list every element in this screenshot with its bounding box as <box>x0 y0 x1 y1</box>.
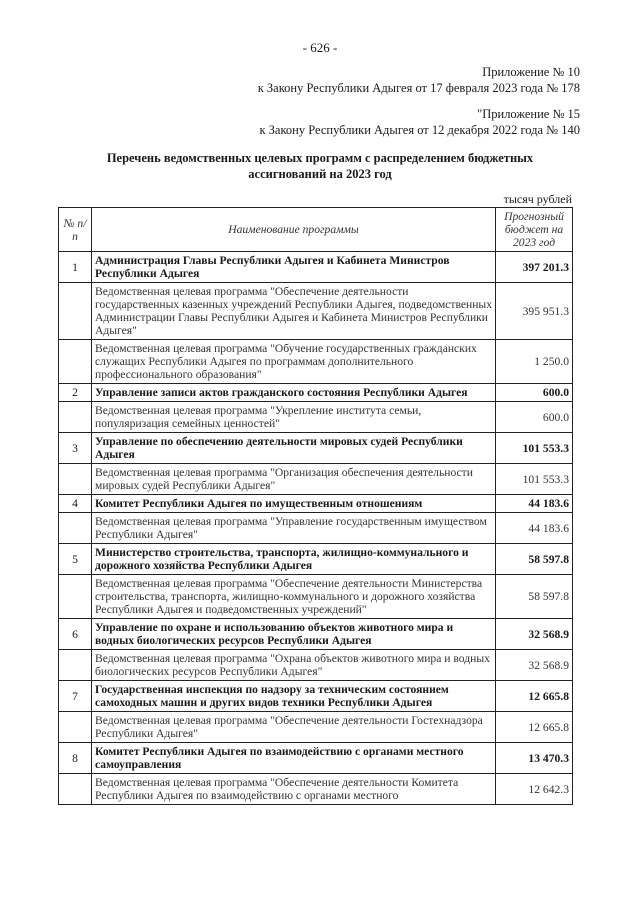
table-row-department <box>59 495 573 513</box>
cell-program-name: Министерство строительства, транспорта, жилищно-коммунального и дорожного хозяйства Республики Адыгея <box>92 544 496 575</box>
table-row-program <box>59 712 573 743</box>
table-row-department <box>59 433 573 464</box>
cell-number: 7 <box>59 681 92 712</box>
cell-program-name: Ведомственная целевая программа "Обеспечение деятельности Министерства строительства, транспорта, жилищно-коммунального и дорожного хозяйства Республики Адыгея и подведомственных учреждений" <box>92 575 496 619</box>
cell-number <box>59 340 92 384</box>
cell-number <box>59 650 92 681</box>
cell-budget-amount: 44 183.6 <box>496 513 573 544</box>
document-title-line-2: ассигнований на 2023 год <box>248 167 392 181</box>
cell-number: 2 <box>59 384 92 402</box>
cell-program-name: Комитет Республики Адыгея по имущественным отношениям <box>92 495 496 513</box>
cell-program-name: Управление записи актов гражданского состояния Республики Адыгея <box>92 384 496 402</box>
document-title <box>0 150 640 182</box>
cell-budget-amount: 101 553.3 <box>496 433 573 464</box>
header-budget: Прогнозный бюджет на 2023 год <box>496 208 573 252</box>
table-row-department <box>59 544 573 575</box>
cell-program-name: Управление по обеспечению деятельности мировых судей Республики Адыгея <box>92 433 496 464</box>
appendix-current <box>258 64 580 96</box>
cell-budget-amount: 12 665.8 <box>496 681 573 712</box>
table-row-department <box>59 619 573 650</box>
document-title-line-1: Перечень ведомственных целевых программ с распределением бюджетных <box>106 151 534 165</box>
cell-number: 3 <box>59 433 92 464</box>
cell-program-name: Ведомственная целевая программа "Укрепление института семьи, популяризация семейных ценностей" <box>92 402 496 433</box>
table-row-program <box>59 340 573 384</box>
cell-number <box>59 464 92 495</box>
table-row-program <box>59 283 573 340</box>
table-row-department <box>59 384 573 402</box>
cell-budget-amount: 1 250.0 <box>496 340 573 384</box>
table-row-program <box>59 402 573 433</box>
cell-number <box>59 774 92 805</box>
table-row-department <box>59 681 573 712</box>
table-header-row <box>59 208 573 252</box>
cell-program-name: Ведомственная целевая программа "Обеспечение деятельности Комитета Республики Адыгея по взаимодействию с органами местного <box>92 774 496 805</box>
budget-table <box>58 207 573 805</box>
appendix-current-title: Приложение № 10 <box>482 65 580 79</box>
cell-number <box>59 513 92 544</box>
cell-number <box>59 712 92 743</box>
appendix-previous-title: "Приложение № 15 <box>477 107 580 121</box>
appendix-previous-law: к Закону Республики Адыгея от 12 декабря 2022 года № 140 <box>259 123 580 137</box>
cell-budget-amount: 13 470.3 <box>496 743 573 774</box>
cell-budget-amount: 44 183.6 <box>496 495 573 513</box>
cell-program-name: Комитет Республики Адыгея по взаимодействию с органами местного самоуправления <box>92 743 496 774</box>
cell-budget-amount: 12 642.3 <box>496 774 573 805</box>
header-program-name: Наименование программы <box>92 208 496 252</box>
cell-program-name: Государственная инспекция по надзору за техническим состоянием самоходных машин и других видов техники Республики Адыгея <box>92 681 496 712</box>
cell-number: 1 <box>59 252 92 283</box>
table-row-department <box>59 743 573 774</box>
cell-program-name: Ведомственная целевая программа "Обеспечение деятельности Гостехнадзора Республики Адыгея" <box>92 712 496 743</box>
cell-program-name: Ведомственная целевая программа "Управление государственным имуществом Республики Адыгея" <box>92 513 496 544</box>
cell-program-name: Ведомственная целевая программа "Охрана объектов животного мира и водных биологических ресурсов Республики Адыгея" <box>92 650 496 681</box>
cell-number: 8 <box>59 743 92 774</box>
cell-number <box>59 575 92 619</box>
header-number: № п/п <box>59 208 92 252</box>
table-row-program <box>59 650 573 681</box>
cell-budget-amount: 600.0 <box>496 384 573 402</box>
cell-number: 5 <box>59 544 92 575</box>
appendix-previous <box>259 106 580 138</box>
table-row-program <box>59 575 573 619</box>
cell-program-name: Ведомственная целевая программа "Организация обеспечения деятельности мировых судей Республики Адыгея" <box>92 464 496 495</box>
cell-budget-amount: 101 553.3 <box>496 464 573 495</box>
appendix-current-law: к Закону Республики Адыгея от 17 февраля 2023 года № 178 <box>257 81 580 95</box>
cell-program-name: Ведомственная целевая программа "Обеспечение деятельности государственных казенных учреждений Республики Адыгея, подведомственных Администрации Главы Республики Адыгея и Кабинета Министров Республики Адыгея" <box>92 283 496 340</box>
cell-budget-amount: 32 568.9 <box>496 650 573 681</box>
table-row-department <box>59 252 573 283</box>
cell-budget-amount: 58 597.8 <box>496 544 573 575</box>
table-row-program <box>59 774 573 805</box>
cell-number: 4 <box>59 495 92 513</box>
cell-number: 6 <box>59 619 92 650</box>
cell-number <box>59 283 92 340</box>
page-number: - 626 - <box>302 40 338 55</box>
cell-program-name: Ведомственная целевая программа "Обучение государственных гражданских служащих Республики Адыгея по программам дополнительного профессионального образования" <box>92 340 496 384</box>
cell-budget-amount: 395 951.3 <box>496 283 573 340</box>
cell-budget-amount: 58 597.8 <box>496 575 573 619</box>
cell-budget-amount: 12 665.8 <box>496 712 573 743</box>
units-label: тысяч рублей <box>503 192 572 206</box>
cell-program-name: Управление по охране и использованию объектов животного мира и водных биологических ресурсов Республики Адыгея <box>92 619 496 650</box>
cell-budget-amount: 600.0 <box>496 402 573 433</box>
cell-budget-amount: 32 568.9 <box>496 619 573 650</box>
table-row-program <box>59 464 573 495</box>
cell-budget-amount: 397 201.3 <box>496 252 573 283</box>
table-body <box>59 252 573 805</box>
cell-number <box>59 402 92 433</box>
table-row-program <box>59 513 573 544</box>
cell-program-name: Администрация Главы Республики Адыгея и Кабинета Министров Республики Адыгея <box>92 252 496 283</box>
